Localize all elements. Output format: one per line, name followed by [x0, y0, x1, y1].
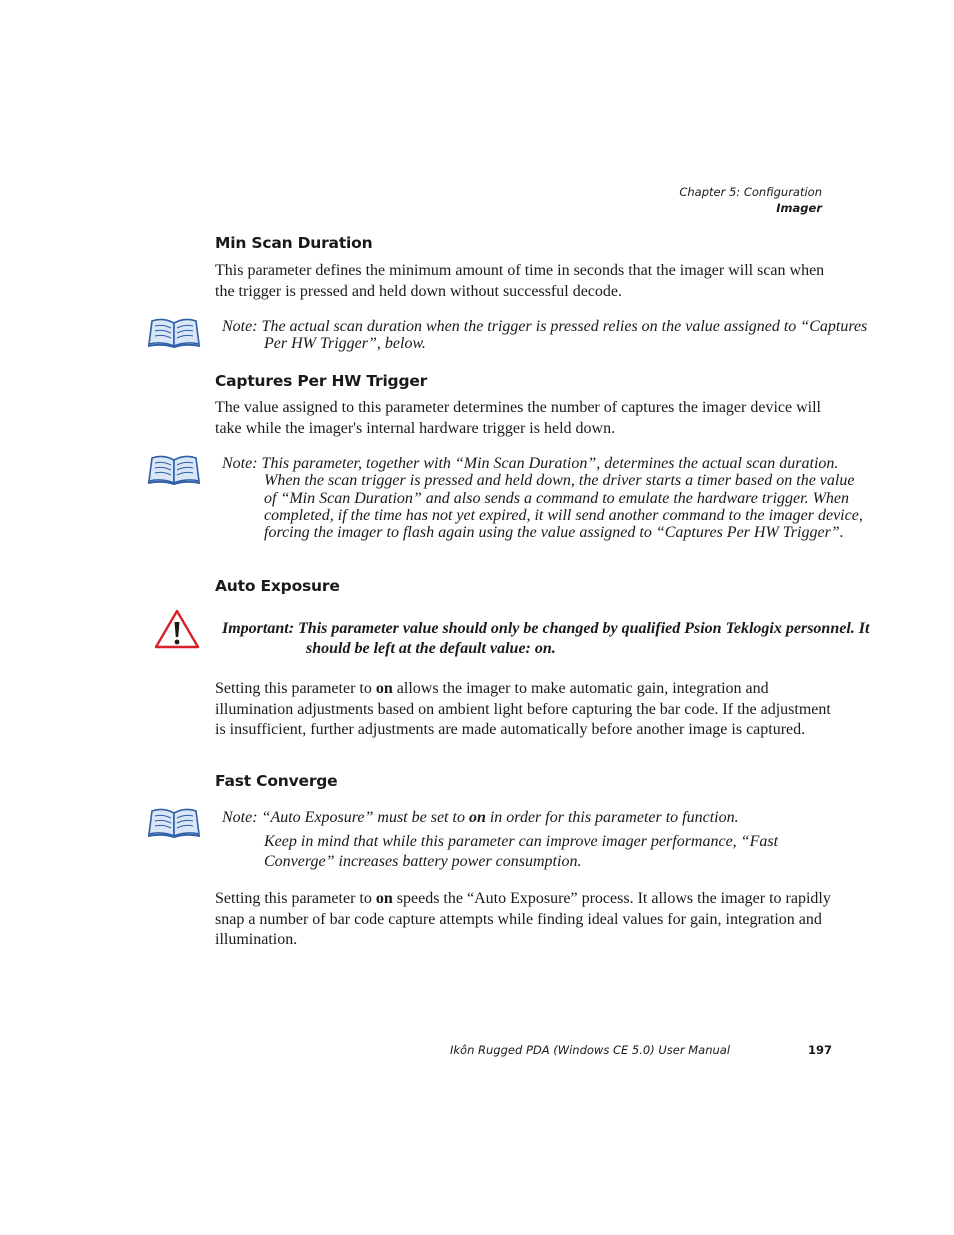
paragraph-fast-converge: Setting this parameter to on speeds the “Auto Exposure” process. It allows the imager to rapidly snap a number of bar code capture attempts while finding ideal values for gain, integration and illumination. [215, 890, 831, 948]
note-fast-converge-continued: Keep in mind that while this parameter can improve imager performance, “Fast Converge” increases battery power consumption. [264, 833, 779, 870]
heading-fast-converge: Fast Converge [215, 772, 338, 790]
emphasis-on: on [375, 680, 393, 697]
important-notice-auto-exposure: Important: This parameter value should only be changed by qualified Psion Teklogix personnel. It should be left at the default value: on. [222, 620, 870, 657]
emphasis-on: on [375, 890, 393, 907]
note-captures-per-hw-trigger: Note: This parameter, together with “Min Scan Duration”, determines the actual scan duration. When the scan trigger is pressed and held down, the driver starts a timer based on the value of “Min Scan Duration” and also sends a command to emulate the hardware trigger. When completed, if the time has not yet expired, it will send another command to the imager device, forcing the imager to flash again using the value assigned to “Captures Per HW Trigger”. [222, 455, 863, 542]
header-chapter: Chapter 5: Configuration [679, 185, 822, 199]
book-icon [146, 806, 202, 838]
note-min-scan-duration: Note: The actual scan duration when the trigger is pressed relies on the value assigned to “Captures Per HW Trigger”, below. [222, 318, 868, 353]
paragraph-captures-per-hw-trigger: The value assigned to this parameter determines the number of captures the imager device will take while the imager's internal hardware trigger is held down. [215, 399, 821, 437]
running-header [679, 184, 822, 216]
header-section: Imager [776, 201, 822, 215]
heading-min-scan-duration: Min Scan Duration [215, 234, 373, 252]
heading-auto-exposure: Auto Exposure [215, 577, 340, 595]
book-icon [146, 453, 202, 485]
note-fast-converge: Note: “Auto Exposure” must be set to on in order for this parameter to function. [222, 809, 739, 826]
book-icon [146, 316, 202, 348]
heading-captures-per-hw-trigger: Captures Per HW Trigger [215, 372, 428, 390]
paragraph-auto-exposure: Setting this parameter to on allows the imager to make automatic gain, integration and illumination adjustments based on ambient light before capturing the bar code. If the adjustment is insufficient, further adjustments are made automatically before another image is captured. [215, 680, 831, 738]
footer-page-number: 197 [808, 1043, 833, 1057]
footer-manual-title: Ikôn Rugged PDA (Windows CE 5.0) User Manual [450, 1043, 731, 1057]
paragraph-min-scan-duration: This parameter defines the minimum amount of time in seconds that the imager will scan when the trigger is pressed and held down without successful decode. [215, 262, 825, 300]
warning-icon [153, 608, 201, 650]
emphasis-on: on [468, 809, 486, 826]
